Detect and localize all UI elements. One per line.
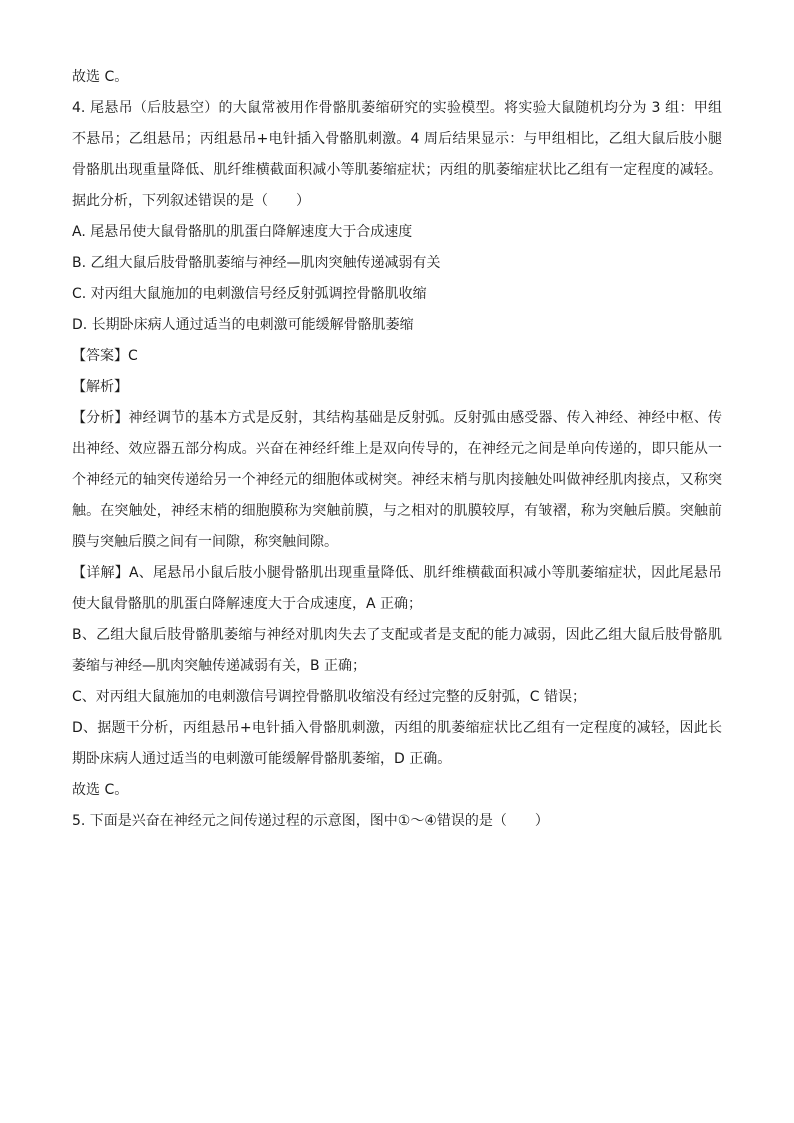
detail-paragraph-c: C、对丙组大鼠施加的电刺激信号调控骨骼肌收缩没有经过完整的反射弧，C 错误； [72, 689, 586, 705]
question-5-stem: 5. 下面是兴奋在神经元之间传递过程的示意图，图中①～④错误的是（ ） [72, 813, 549, 829]
question-4-option-d: D. 长期卧床病人通过适当的电刺激可能缓解骨骼肌萎缩 [72, 317, 414, 333]
answer-line [72, 341, 722, 372]
detail-paragraph-b: B、乙组大鼠后肢骨骼肌萎缩与神经对肌肉失去了支配或者是支配的能力减弱，因此乙组大鼠后肢骨骼肌萎缩与神经—肌肉突触传递减弱有关，B 正确； [72, 627, 722, 674]
previous-answer-conclusion: 故选 C。 [72, 69, 129, 85]
analysis-heading: 【解析】 [72, 379, 128, 395]
question-4-option-a: A. 尾悬吊使大鼠骨骼肌的肌蛋白降解速度大于合成速度 [72, 224, 413, 240]
analysis-paragraph [72, 403, 722, 558]
detail-paragraph-a [72, 558, 722, 620]
final-answer-conclusion: 故选 C。 [72, 782, 129, 798]
answer-tag: 【答案】 [72, 348, 128, 364]
analysis-tag: 【分析】 [72, 410, 129, 426]
question-4-option-c: C. 对丙组大鼠施加的电刺激信号经反射弧调控骨骼肌收缩 [72, 286, 427, 302]
analysis-text: 神经调节的基本方式是反射，其结构基础是反射弧。反射弧由感受器、传入神经、神经中枢、传出神经、效应器五部分构成。兴奋在神经纤维上是双向传导的，在神经元之间是单向传递的，即只能从一个神经元的轴突传递给另一个神经元的细胞体或树突。神经末梢与肌肉接触处叫做神经肌肉接点，又称突触。在突触处，神经末梢的细胞膜称为突触前膜，与之相对的肌膜较厚，有皱褶，称为突触后膜。突触前膜与突触后膜之间有一间隙，称突触间隙。 [72, 410, 723, 550]
document-page [72, 62, 722, 837]
question-4-stem: 4. 尾悬吊（后肢悬空）的大鼠常被用作骨骼肌萎缩研究的实验模型。将实验大鼠随机均分为 3 组：甲组不悬吊；乙组悬吊；丙组悬吊+电针插入骨骼肌刺激。4 周后结果显示：与甲组相比，乙组大鼠后肢小腿骨骼肌出现重量降低、肌纤维横截面积减小等肌萎缩症状；丙组的肌萎缩症状比乙组有一定程度的减轻。据此分析，下列叙述错误的是（ ） [72, 100, 722, 209]
detail-paragraph-d: D、据题干分析，丙组悬吊+电针插入骨骼肌刺激，丙组的肌萎缩症状比乙组有一定程度的减轻，因此长期卧床病人通过适当的电刺激可能缓解骨骼肌萎缩，D 正确。 [72, 720, 722, 767]
detail-text-a: A、尾悬吊小鼠后肢小腿骨骼肌出现重量降低、肌纤维横截面积减小等肌萎缩症状，因此尾悬吊使大鼠骨骼肌的肌蛋白降解速度大于合成速度，A 正确； [72, 565, 723, 612]
question-4-option-b: B. 乙组大鼠后肢骨骼肌萎缩与神经—肌肉突触传递减弱有关 [72, 255, 441, 271]
answer-value: C [128, 348, 138, 364]
detail-tag: 【详解】 [72, 565, 129, 581]
